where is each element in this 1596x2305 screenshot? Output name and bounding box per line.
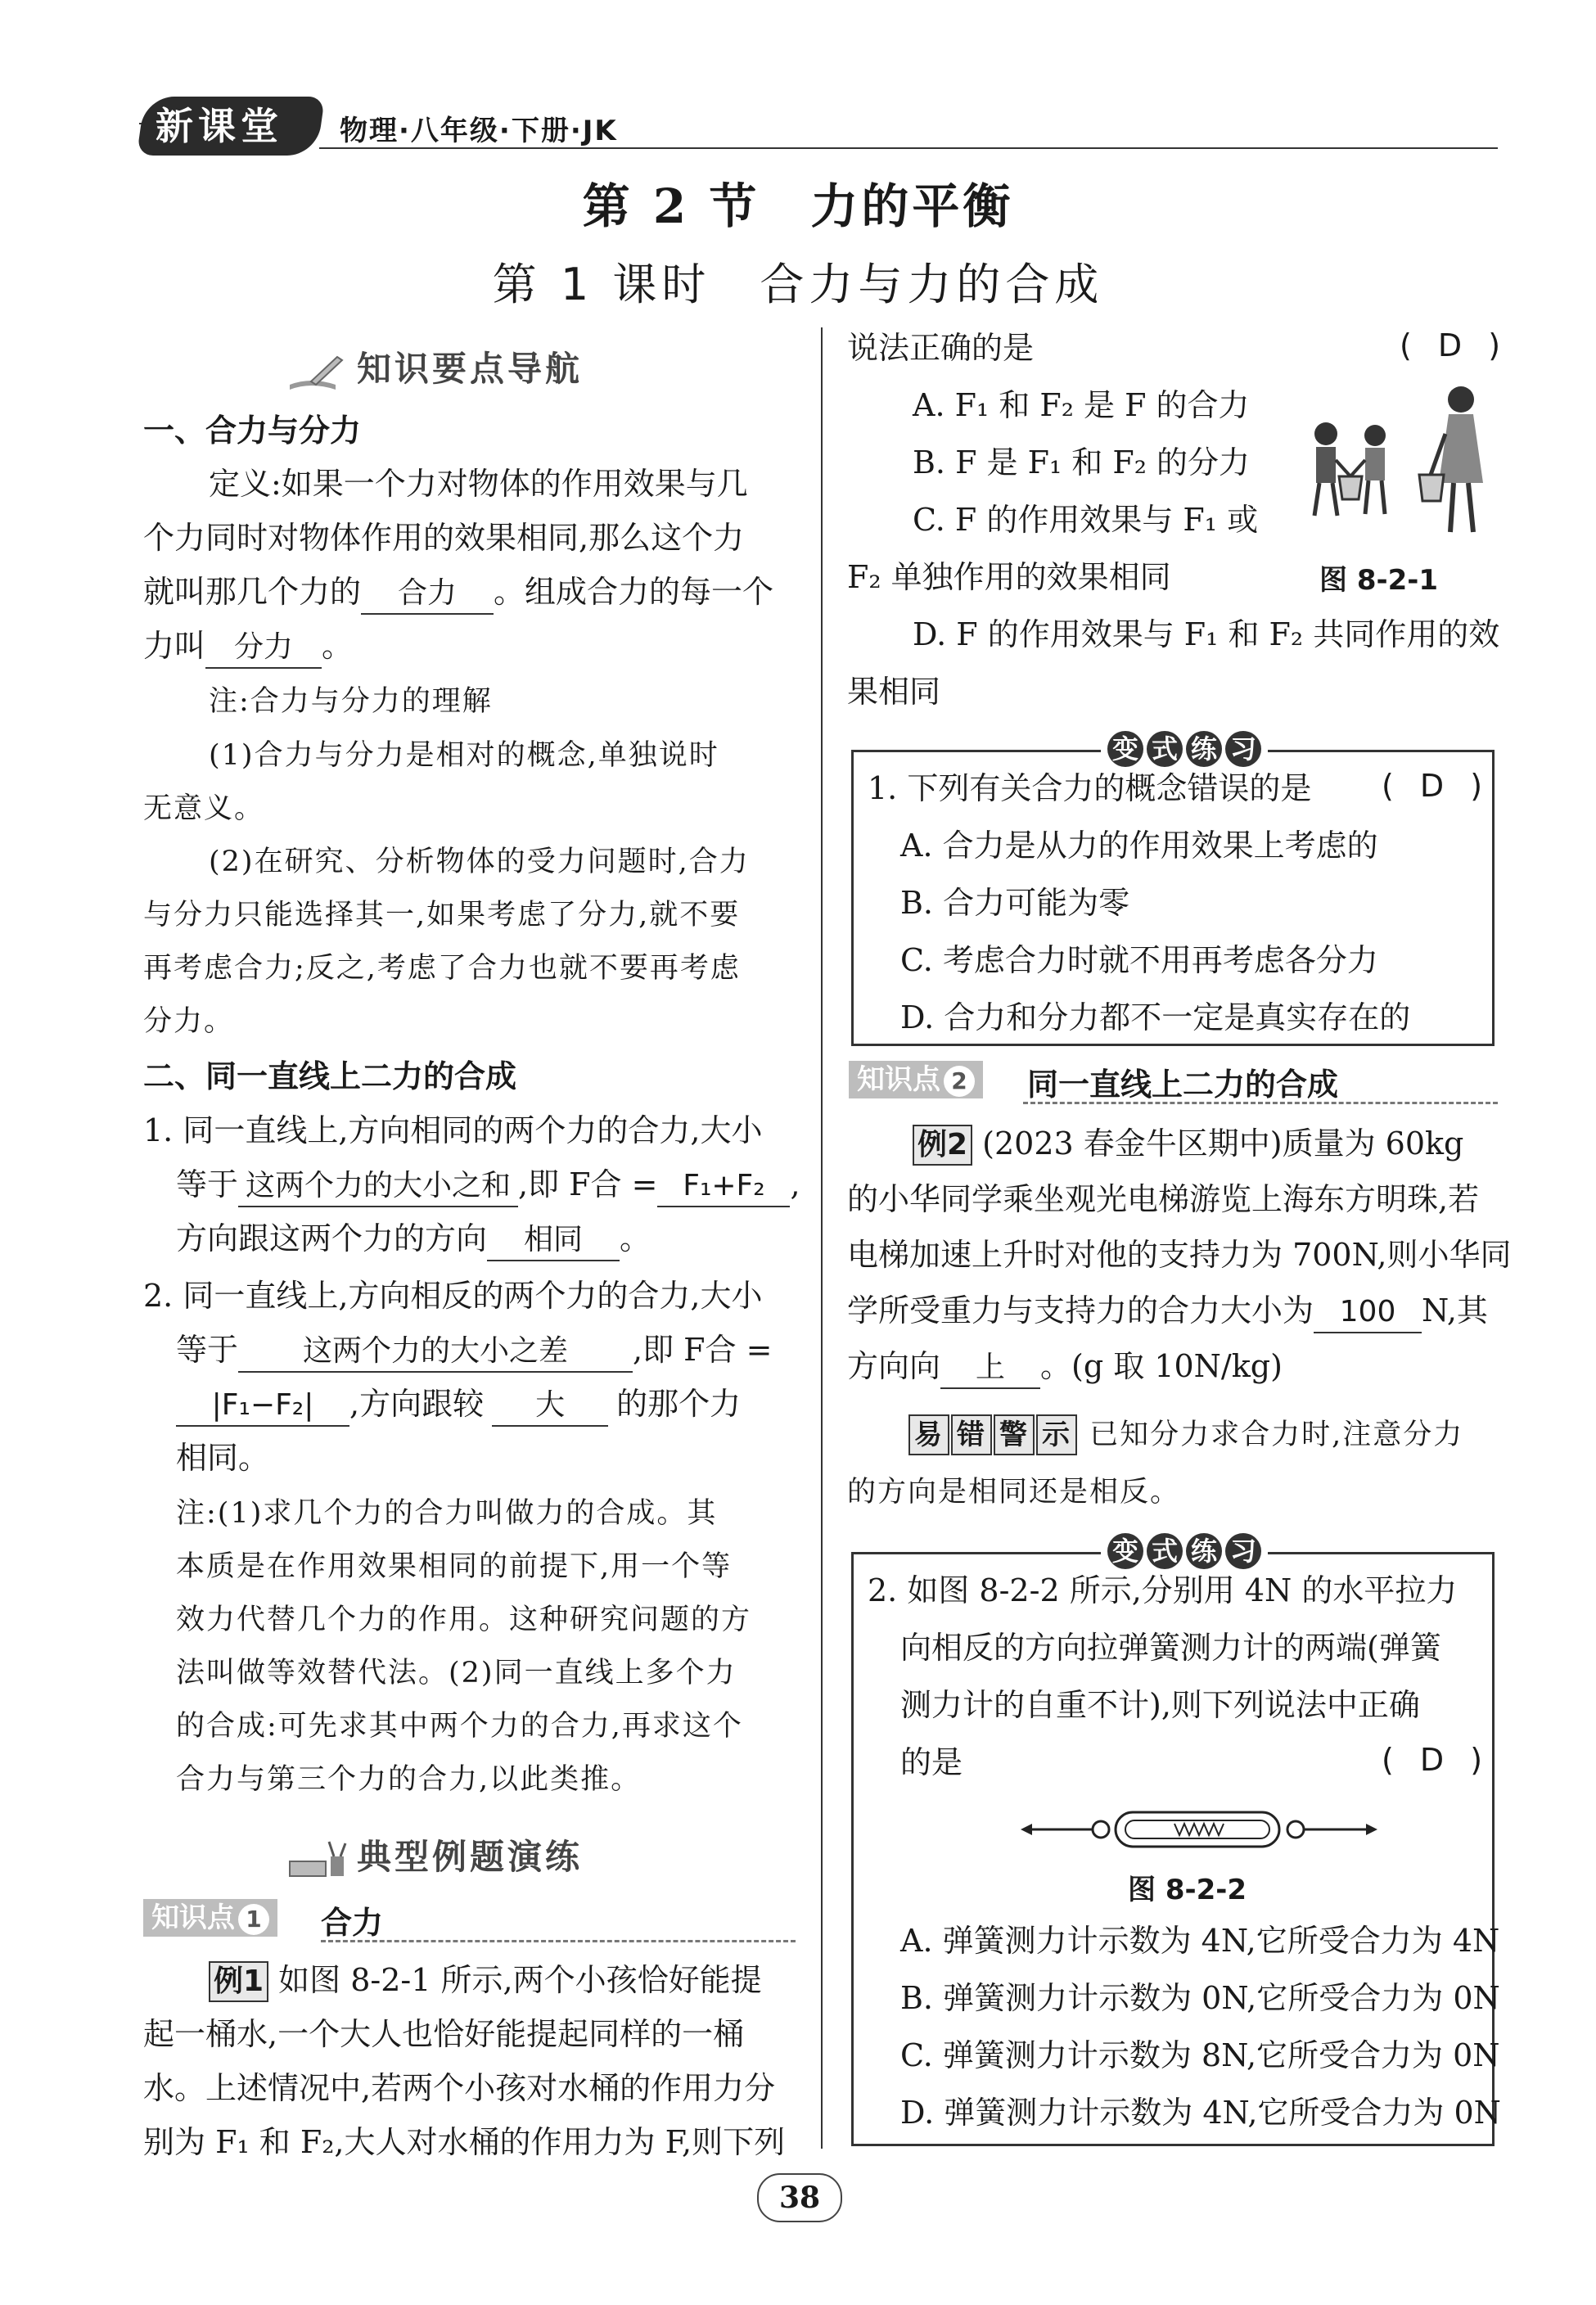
example-tag: 例2 — [913, 1125, 972, 1166]
note-text: 无意义。 — [143, 792, 265, 825]
pen-book-icon — [286, 352, 352, 391]
note-text: (2)在研究、分析物体的受力问题时,合力 — [209, 846, 750, 878]
point-2-line: 等于 这两个力的大小之差 ,即 F合 = — [176, 1323, 772, 1377]
answer-blank: 上 — [940, 1348, 1040, 1389]
banner-knowledge: 知识要点导航 — [286, 342, 583, 391]
practice-label: 变 式 练 习 — [1101, 1532, 1268, 1570]
answer-blank: 大 — [492, 1386, 608, 1427]
heading-resultant-and-component: 一、合力与分力 — [143, 413, 362, 449]
answer-mark: ( D ) — [1382, 1742, 1491, 1778]
header-rule — [319, 147, 1498, 149]
example-1-line: 水。上述情况中,若两个小孩对水桶的作用力分 — [143, 2070, 776, 2106]
definition-line: 力叫 分力 。 — [143, 619, 353, 673]
figure-children-and-adult — [1293, 385, 1506, 548]
knowledge-point-tag: 知识点 2 — [849, 1061, 983, 1098]
option-d: D. F 的作用效果与 F₁ 和 F₂ 共同作用的效 — [913, 616, 1500, 652]
knowledge-point-rule — [1023, 1102, 1498, 1104]
note-text: 注:(1)求几个力的合力叫做力的合成。其 — [176, 1497, 718, 1530]
question-2: 向相反的方向拉弹簧测力计的两端(弹簧 — [900, 1630, 1441, 1666]
question-1: 1. 下列有关合力的概念错误的是 — [868, 770, 1312, 806]
knowledge-point-number: 1 — [238, 1904, 269, 1935]
knowledge-point-number: 2 — [944, 1066, 975, 1097]
example-2-line: 方向向 上 。(g 取 10N/kg) — [847, 1339, 1283, 1393]
note-text: 法叫做等效替代法。(2)同一直线上多个力 — [176, 1657, 737, 1689]
option-d: D. 合力和分力都不一定是真实存在的 — [900, 999, 1411, 1035]
example-tag: 例1 — [209, 1961, 268, 2002]
definition-line: 就叫那几个力的 合力 。组成合力的每一个 — [143, 565, 773, 619]
option-a: A. 合力是从力的作用效果上考虑的 — [900, 828, 1378, 864]
figure-caption: 图 8-2-1 — [1319, 564, 1439, 597]
note-text: 本质是在作用效果相同的前提下,用一个等 — [176, 1550, 733, 1583]
answer-blank: F₁+F₂ — [657, 1166, 790, 1207]
option-b: B. 合力可能为零 — [900, 885, 1130, 921]
option-c: C. 考虑合力时就不用再考虑各分力 — [900, 942, 1378, 978]
option-c: C. F 的作用效果与 F₁ 或 — [913, 502, 1259, 538]
error-warning: 易 错 警 示 已知分力求合力时,注意分力 — [908, 1408, 1463, 1462]
option-d: D. 弹簧测力计示数为 4N,它所受合力为 0N — [900, 2095, 1501, 2131]
answer-mark: ( D ) — [1400, 327, 1509, 363]
note-text: 分力。 — [143, 1005, 235, 1038]
example-1-line: 说法正确的是 — [847, 330, 1035, 366]
example-2-line: 学所受重力与支持力的合力大小为 100 N,其 — [847, 1283, 1488, 1337]
knowledge-point-title: 合力 — [321, 1905, 384, 1941]
option-b: B. F 是 F₁ 和 F₂ 的分力 — [913, 444, 1251, 480]
error-warning: 的方向是相同还是相反。 — [847, 1476, 1181, 1509]
section-title: 第 2 节 力的平衡 — [582, 178, 1014, 234]
example-2-line: 电梯加速上升时对他的支持力为 700N,则小华同 — [847, 1237, 1512, 1273]
note-text: 再考虑合力;反之,考虑了合力也就不要再考虑 — [143, 952, 741, 985]
book-subtitle: 物理·八年级·下册·JK — [340, 115, 618, 147]
option-d: 果相同 — [847, 674, 941, 710]
knowledge-point-rule — [321, 1940, 796, 1942]
option-a: A. F₁ 和 F₂ 是 F 的合力 — [913, 387, 1250, 423]
option-c: F₂ 单独作用的效果相同 — [847, 559, 1171, 595]
logo-text: 新课堂 — [156, 104, 283, 148]
option-b: B. 弹簧测力计示数为 0N,它所受合力为 0N — [900, 1980, 1500, 2016]
question-2: 的是 — [900, 1744, 963, 1780]
example-1-line: 起一桶水,一个大人也恰好能提起同样的一桶 — [143, 2016, 745, 2052]
point-1-line: 方向跟这两个力的方向 相同 。 — [176, 1211, 651, 1265]
question-2: 2. 如图 8-2-2 所示,分别用 4N 的水平拉力 — [868, 1572, 1458, 1608]
point-2-line: |F₁−F₂| ,方向跟较 大 的那个力 — [176, 1377, 741, 1431]
knowledge-point-tag: 知识点 1 — [143, 1899, 277, 1937]
lesson-title: 第 1 课时 合力与力的合成 — [492, 259, 1104, 310]
example-1-line: 别为 F₁ 和 F₂,大人对水桶的作用力为 F,则下列 — [143, 2124, 786, 2160]
note-text: 效力代替几个力的作用。这种研究问题的方 — [176, 1604, 752, 1636]
note-heading: 注:合力与分力的理解 — [209, 685, 493, 718]
pencil-cup-icon — [286, 1840, 352, 1879]
answer-blank: 相同 — [487, 1220, 620, 1261]
note-text: (1)合力与分力是相对的概念,单独说时 — [209, 739, 719, 772]
note-text: 合力与第三个力的合力,以此类推。 — [176, 1763, 642, 1796]
point-1-line: 1. 同一直线上,方向相同的两个力的合力,大小 — [143, 1112, 763, 1148]
spring-scale-figure — [1019, 1801, 1379, 1858]
point-1-line: 等于 这两个力的大小之和 ,即 F合 = F₁+F₂ , — [176, 1157, 800, 1211]
answer-blank: |F₁−F₂| — [176, 1386, 349, 1427]
question-2: 测力计的自重不计),则下列说法中正确 — [900, 1687, 1420, 1723]
figure-caption: 图 8-2-2 — [1128, 1874, 1247, 1906]
column-divider — [821, 327, 823, 2149]
answer-blank: 100 — [1314, 1292, 1422, 1333]
definition-line: 个力同时对物体作用的效果相同,那么这个力 — [143, 520, 745, 556]
note-text: 的合成:可先求其中两个力的合力,再求这个 — [176, 1710, 743, 1743]
point-2-line: 相同。 — [176, 1440, 270, 1476]
option-c: C. 弹簧测力计示数为 8N,它所受合力为 0N — [900, 2037, 1500, 2073]
example-1-line: 例1 如图 8-2-1 所示,两个小孩恰好能提 — [209, 1953, 762, 2007]
answer-blank: 这两个力的大小之和 — [238, 1166, 518, 1207]
answer-mark: ( D ) — [1382, 768, 1491, 804]
answer-blank: 合力 — [361, 574, 494, 615]
answer-blank: 这两个力的大小之差 — [238, 1332, 633, 1373]
note-text: 与分力只能选择其一,如果考虑了分力,就不要 — [143, 899, 741, 931]
answer-blank: 分力 — [205, 628, 322, 669]
heading-two-force-composition: 二、同一直线上二力的合成 — [143, 1058, 517, 1094]
knowledge-point-title: 同一直线上二力的合成 — [1027, 1067, 1339, 1103]
example-2-line: 的小华同学乘坐观光电梯游览上海东方明珠,若 — [847, 1181, 1480, 1217]
page-number: 38 — [757, 2173, 842, 2222]
example-2-line: 例2 (2023 春金牛区期中)质量为 60kg — [913, 1116, 1463, 1171]
practice-label: 变 式 练 习 — [1101, 730, 1268, 768]
point-2-line: 2. 同一直线上,方向相反的两个力的合力,大小 — [143, 1278, 763, 1314]
banner-examples: 典型例题演练 — [286, 1830, 583, 1879]
definition-line: 定义:如果一个力对物体的作用效果与几 — [209, 466, 748, 502]
option-a: A. 弹簧测力计示数为 4N,它所受合力为 4N — [900, 1923, 1500, 1959]
